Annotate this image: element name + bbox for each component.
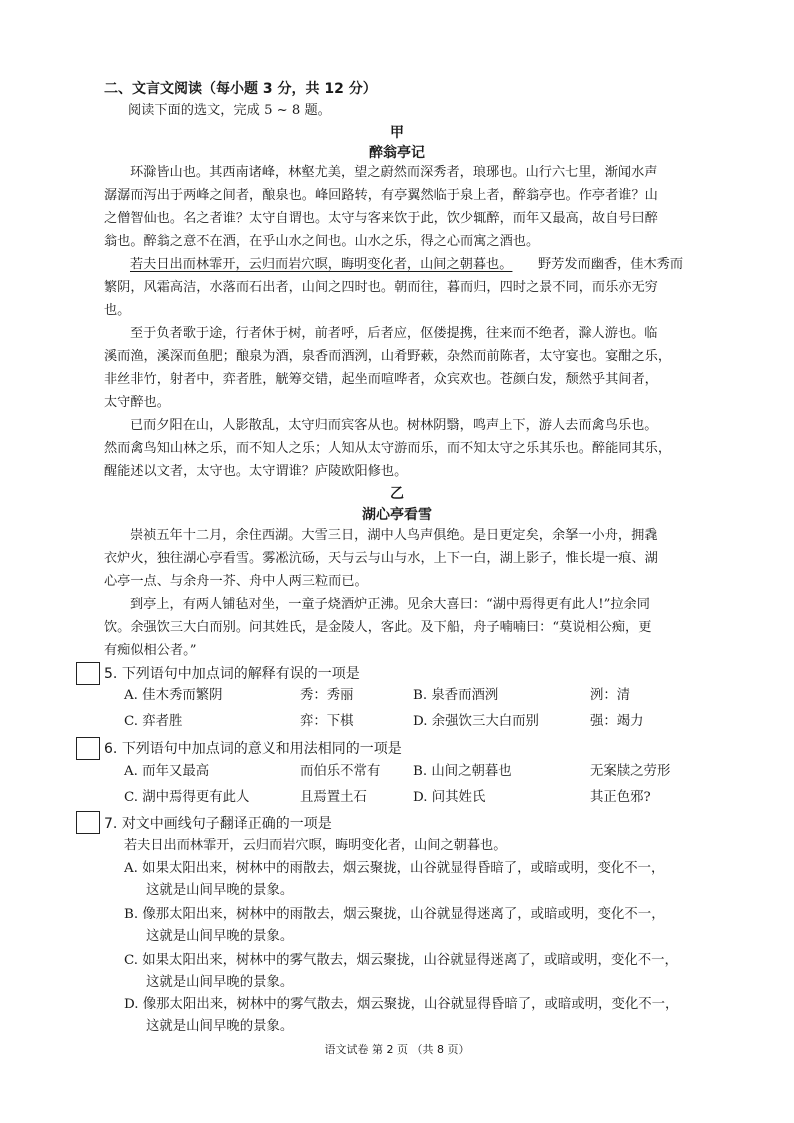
passage-a-line: 太守醉也。 <box>104 395 170 410</box>
passage-b-line: 到亭上，有两人铺毡对坐，一童子烧酒炉正沸。见余大喜曰：“湖中焉得更有此人!”拉余同 <box>130 597 650 612</box>
underlined-sentence: 若夫日出而林霏开，云归而岩穴暝，晦明变化者，山间之朝暮也。 <box>130 257 513 272</box>
passage-a-line: 然而禽鸟知山林之乐，而不知人之乐；人知从太守游而乐，而不知太守之乐其乐也。醉能同其乐， <box>104 441 672 456</box>
passage-a-line: 溪而渔，溪深而鱼肥；酿泉为酒，泉香而酒洌，山肴野蔌，杂然而前陈者，太守宴也。宴酣之乐， <box>104 349 672 364</box>
q5-option-b[interactable]: B. 泉香而酒洌 <box>413 688 499 703</box>
passage-a-title: 醉翁亭记 <box>369 145 425 161</box>
q6-option-b[interactable]: B. 山间之朝暮也 <box>413 764 512 779</box>
q7-option-a-cont: 这就是山间早晚的景象。 <box>146 883 294 898</box>
q7-option-a[interactable]: A. 如果太阳出来，树林中的雨散去，烟云聚拢，山谷就显得昏暗了，或暗或明，变化不一， <box>124 861 665 876</box>
passage-b-title: 湖心亭看雪 <box>362 507 432 523</box>
passage-b-line: 有痴似相公者。” <box>104 643 197 658</box>
q5-gloss-b: 洌：清 <box>590 688 631 703</box>
q5-number: 5. 下列语句中加点词的解释有误的一项是 <box>104 666 360 682</box>
q7-option-c-cont: 这就是山间早晚的景象。 <box>146 975 294 990</box>
q7-option-b-cont: 这就是山间早晚的景象。 <box>146 929 294 944</box>
q7-option-b[interactable]: B. 像那太阳出来，树林中的雨散去，烟云聚拢，山谷就显得迷离了，或暗或明，变化不一， <box>124 907 665 922</box>
passage-a-line: 非丝非竹，射者中，弈者胜，觥筹交错，起坐而喧哗者，众宾欢也。苍颜白发，颓然乎其间者， <box>104 372 658 387</box>
passage-b-label: 乙 <box>390 486 404 502</box>
passage-a-line: 之僧智仙也。名之者谁？太守自谓也。太守与客来饮于此，饮少辄醉，而年又最高，故自号曰醉 <box>104 211 658 226</box>
q7-number: 7. 对文中画线句子翻译正确的一项是 <box>104 816 332 832</box>
q6-option-a[interactable]: A. 而年又最高 <box>124 764 210 779</box>
passage-a-line: 野芳发而幽香，佳木秀而 <box>538 257 684 272</box>
q5-gloss-c: 弈：下棋 <box>300 714 354 729</box>
passage-a-line: 环滁皆山也。其西南诸峰，林壑尤美，望之蔚然而深秀者，琅琊也。山行六七里，渐闻水声 <box>130 165 658 180</box>
q6-pair-d: 其正色邪? <box>590 790 651 805</box>
passage-a-line: 醒能述以文者，太守也。太守谓谁？庐陵欧阳修也。 <box>104 464 408 479</box>
section-heading: 二、文言文阅读（每小题 3 分，共 12 分） <box>104 81 377 97</box>
passage-b-line: 饮。余强饮三大白而别。问其姓氏，是金陵人，客此。及下船，舟子喃喃曰：“莫说相公痴，更 <box>104 620 652 635</box>
q7-option-d[interactable]: D. 像那太阳出来，树林中的雾气散去，烟云聚拢，山谷就显得昏暗了，或暗或明，变化不一， <box>124 997 679 1012</box>
q6-answer-box[interactable] <box>76 737 100 760</box>
q5-option-d[interactable]: D. 余强饮三大白而别 <box>413 714 539 729</box>
q6-number: 6. 下列语句中加点词的意义和用法相同的一项是 <box>104 741 402 757</box>
q5-gloss-a: 秀：秀丽 <box>300 688 354 703</box>
passage-a-line: 繁阴，风霜高洁，水落而石出者，山间之四时也。朝而往，暮而归，四时之景不同，而乐亦无穷 <box>104 280 658 295</box>
passage-b-line: 崇祯五年十二月，余住西湖。大雪三日，湖中人鸟声俱绝。是日更定矣，余拏一小舟，拥毳 <box>130 528 658 543</box>
q6-option-c[interactable]: C. 湖中焉得更有此人 <box>124 790 250 805</box>
passage-a-line: 也。 <box>104 303 131 318</box>
passage-a-line: 已而夕阳在山，人影散乱，太守归而宾客从也。树林阴翳，鸣声上下，游人去而禽鸟乐也。 <box>130 418 658 433</box>
passage-a-line: 潺潺而泻出于两峰之间者，酿泉也。峰回路转，有亭翼然临于泉上者，醉翁亭也。作亭者谁？山 <box>104 188 658 203</box>
page-footer: 语文试卷 第 2 页 （共 8 页） <box>324 1043 470 1056</box>
passage-b-line: 衣炉火，独往湖心亭看雪。雾凇沆砀，天与云与山与水，上下一白，湖上影子，惟长堤一痕、湖 <box>104 551 658 566</box>
q6-pair-b: 无案牍之劳形 <box>590 764 671 779</box>
q6-option-d[interactable]: D. 问其姓氏 <box>413 790 486 805</box>
passage-a-line: 至于负者歌于途，行者休于树，前者呼，后者应，伛偻提携，往来而不绝者，滁人游也。临 <box>130 326 658 341</box>
section-instruction: 阅读下面的选文，完成 5 ~ 8 题。 <box>128 103 331 118</box>
q5-gloss-d: 强：竭力 <box>590 714 644 729</box>
q7-sentence: 若夫日出而林霏开，云归而岩穴暝，晦明变化者，山间之朝暮也。 <box>124 838 507 853</box>
q7-option-d-cont: 这就是山间早晚的景象。 <box>146 1019 294 1034</box>
q6-pair-c: 且焉置土石 <box>300 790 367 805</box>
passage-a-line: 翁也。醉翁之意不在酒，在乎山水之间也。山水之乐，得之心而寓之酒也。 <box>104 234 540 249</box>
q5-option-a[interactable]: A. 佳木秀而繁阴 <box>124 688 223 703</box>
q5-option-c[interactable]: C. 弈者胜 <box>124 714 183 729</box>
q7-answer-box[interactable] <box>76 811 100 834</box>
passage-a-label: 甲 <box>390 125 404 141</box>
q6-pair-a: 而伯乐不常有 <box>300 764 381 779</box>
passage-b-line: 心亭一点、与余舟一芥、舟中人两三粒而已。 <box>104 574 368 589</box>
q5-answer-box[interactable] <box>76 662 100 685</box>
q7-option-c[interactable]: C. 如果太阳出来，树林中的雾气散去，烟云聚拢，山谷就显得迷离了，或暗或明，变化不一， <box>124 953 678 968</box>
